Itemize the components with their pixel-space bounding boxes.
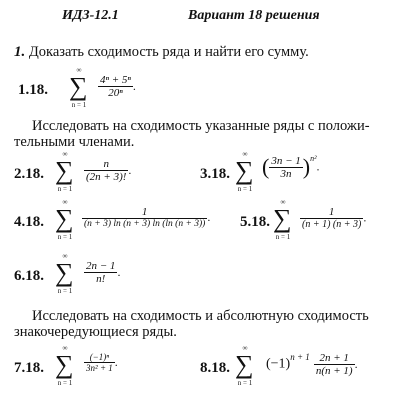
series-term — [82, 206, 210, 229]
term-period: . — [114, 355, 118, 370]
problem-8-18 — [200, 344, 390, 390]
task1-text: Доказать сходимость ряда и найти его сумму. — [28, 44, 309, 60]
fraction-numerator: 2n + 1 — [314, 352, 355, 365]
problem-label: 4.18. — [14, 214, 44, 230]
problem-label: 8.18. — [200, 360, 230, 376]
sigma-icon: ∑ — [55, 156, 74, 185]
sigma-icon: ∑ — [55, 258, 74, 287]
sum-lower-limit: n = 1 — [237, 185, 253, 193]
fraction-denominator: 3n² + 1 — [86, 363, 113, 373]
alternating-sign: (−1) — [266, 356, 291, 372]
term-period: . — [354, 357, 358, 372]
term-period: . — [128, 163, 132, 178]
fraction-numerator: n — [84, 158, 128, 171]
term-period: . — [363, 210, 367, 225]
problem-label: 1.18. — [18, 82, 48, 98]
task2-line1: Исследовать на сходимость указанные ряды с положи- — [32, 118, 370, 134]
sign-exponent: n + 1 — [290, 352, 310, 362]
sigma-icon: ∑ — [55, 350, 74, 379]
sum-upper-limit: ∞ — [62, 150, 68, 158]
problem-1-18 — [18, 66, 178, 112]
term-period: . — [316, 159, 320, 174]
series-term — [98, 74, 136, 99]
task3-line1: Исследовать на сходимость и абсолютную сходимость — [32, 308, 369, 324]
task2-statement — [14, 118, 370, 150]
right-paren: ) — [302, 154, 311, 179]
problem-6-18 — [14, 252, 174, 298]
task3-statement — [14, 308, 369, 340]
task2-line2: тельными членами. — [14, 134, 135, 150]
sum-lower-limit: n = 1 — [57, 379, 73, 387]
sum-upper-limit: ∞ — [76, 66, 82, 74]
problem-label: 6.18. — [14, 268, 44, 284]
sum-lower-limit: n = 1 — [237, 379, 253, 387]
fraction-numerator: (−1)ⁿ — [84, 352, 115, 363]
problem-label: 2.18. — [14, 166, 44, 182]
term-exponent: n² — [310, 154, 317, 163]
sum-upper-limit: ∞ — [62, 198, 68, 206]
sigma-icon: ∑ — [55, 204, 74, 233]
problem-label: 5.18. — [240, 214, 270, 230]
sum-lower-limit: n = 1 — [275, 233, 291, 241]
fraction-denominator: 3n — [280, 167, 292, 180]
problem-7-18 — [14, 344, 184, 390]
fraction-numerator: 1 — [300, 206, 363, 219]
fraction-denominator: n(n + 1) — [315, 365, 353, 377]
problem-3-18 — [200, 150, 380, 196]
series-term — [262, 154, 320, 180]
sum-upper-limit: ∞ — [62, 344, 68, 352]
sum-upper-limit: ∞ — [242, 344, 248, 352]
problem-4-18 — [14, 198, 254, 244]
assignment-title: ИДЗ-12.1 — [62, 8, 119, 23]
series-term — [300, 206, 366, 230]
fraction-denominator: 20ⁿ — [108, 87, 123, 99]
series-term — [84, 260, 120, 285]
series-term — [84, 158, 131, 183]
sigma-icon: ∑ — [235, 156, 254, 185]
problem-2-18 — [14, 150, 184, 196]
left-paren: ( — [262, 154, 270, 179]
sum-upper-limit: ∞ — [242, 150, 248, 158]
term-period: . — [207, 210, 211, 225]
task3-line2: знакочередующиеся ряды. — [14, 324, 177, 340]
fraction-denominator: n! — [96, 273, 106, 285]
problem-label: 3.18. — [200, 166, 230, 182]
page-header — [0, 8, 400, 28]
variant-title: Вариант 18 решения — [188, 8, 320, 23]
sum-lower-limit: n = 1 — [57, 287, 73, 295]
term-period: . — [117, 265, 121, 280]
term-period: . — [132, 79, 136, 94]
sigma-icon: ∑ — [69, 72, 88, 101]
sum-upper-limit: ∞ — [280, 198, 286, 206]
sum-lower-limit: n = 1 — [57, 185, 73, 193]
fraction-numerator: 2n − 1 — [86, 260, 116, 272]
problem-5-18 — [240, 198, 390, 244]
sum-upper-limit: ∞ — [62, 252, 68, 260]
sum-lower-limit: n = 1 — [57, 233, 73, 241]
sum-lower-limit: n = 1 — [71, 101, 87, 109]
fraction-denominator: (n + 3) ln (n + 3) ln (ln (n + 3)) — [84, 219, 206, 229]
fraction-numerator: 3n − 1 — [271, 154, 301, 167]
series-term — [84, 352, 118, 373]
task1-number: 1. — [14, 44, 26, 60]
fraction-denominator: (2n + 3)! — [86, 171, 127, 183]
fraction-denominator: (n + 1) (n + 3) — [302, 219, 362, 230]
problem-label: 7.18. — [14, 360, 44, 376]
task1-statement — [14, 44, 309, 60]
fraction-numerator: 1 — [82, 206, 207, 219]
series-term — [266, 352, 358, 377]
sigma-icon: ∑ — [235, 350, 254, 379]
sigma-icon: ∑ — [273, 204, 292, 233]
fraction-numerator: 4ⁿ + 5ⁿ — [100, 74, 131, 86]
